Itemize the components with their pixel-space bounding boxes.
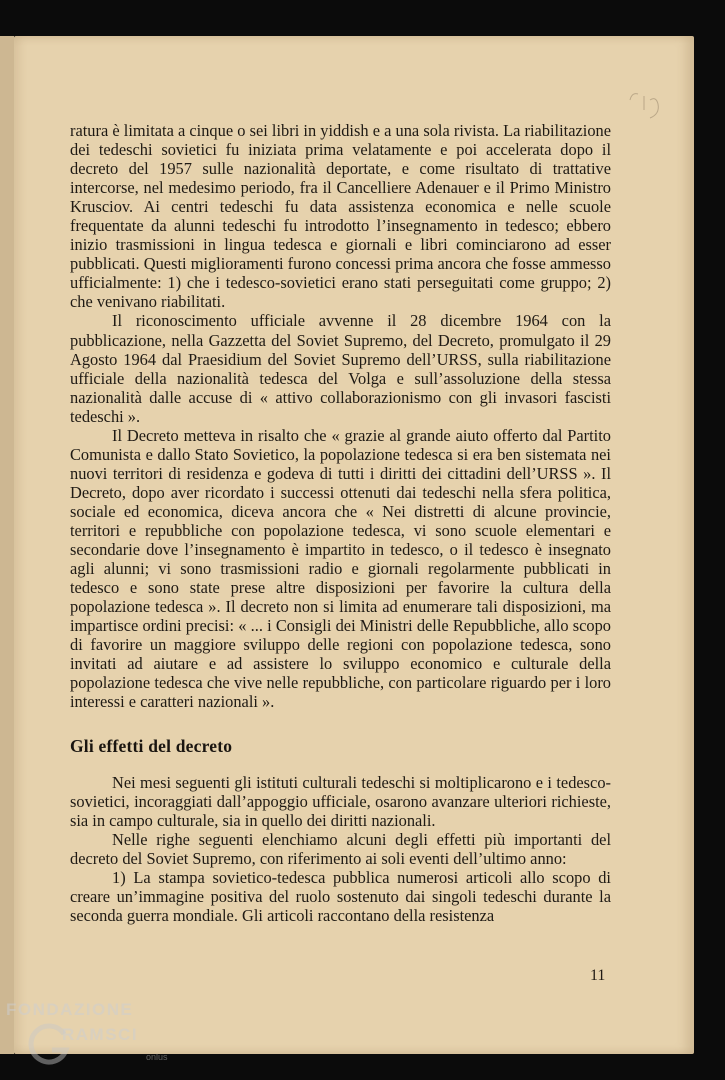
body-text xyxy=(70,121,611,925)
paragraph: Il Decreto metteva in risalto che « grazie al grande aiuto offerto dal Partito Comunista e dallo Stato Sovietico, la popolazione tedesca si era ben sistemata nei nuovi territori di residenza e godeva di tutti i diritti dei cittadini dell’URSS ». Il Decreto, dopo aver ricordato i successi ottenuti dai tedeschi nella sfera politica, sociale ed economica, diceva ancora che « Nei distretti di alcune provincie, territori e repubbliche con popolazione tedesca, vi sono scuole elementari e secondarie dove l’insegnamento è impartito in tedesco, o il tedesco è insegnato agli alunni; vi sono trasmissioni radio e giornali regolarmente pubblicati in tedesco e sono state prese altre disposizioni per favorire la cultura della popolazione tedesca ». Il decreto non si limita ad enumerare tali disposizioni, ma impartisce ordini precisi: « ... i Consigli dei Ministri delle Repubbliche, allo scopo di favorire un maggiore sviluppo delle regioni con popolazione tedesca, sono invitati ad aiutare e ad assistere lo sviluppo economico e culturale della popolazione tedesca che vive nelle repubbliche, con particolare riguardo per i loro interessi e caratteri nazionali ». xyxy=(70,425,611,712)
watermark-line1: FONDAZIONE xyxy=(6,1000,134,1019)
section-heading: Gli effetti del decreto xyxy=(70,736,233,757)
paragraph: Il riconoscimento ufficiale avvenne il 28 dicembre 1964 con la pubblicazione, nella Gazzetta del Soviet Supremo, del Decreto, promulgato il 29 Agosto 1964 dal Praesidium del Soviet Supremo dell’URSS, sulla riabilitazione ufficiale della nazionalità tedesca del Volga e sull’assoluzione della stessa nazionalità dalle accuse di « attivo collaborazionismo con gli invasori fascisti tedeschi ». xyxy=(70,311,611,426)
watermark-suffix: onlus xyxy=(146,1052,168,1062)
binding-edge xyxy=(0,36,14,1054)
paragraph: Nelle righe seguenti elenchiamo alcuni degli effetti più importanti del decreto del Soviet Supremo, con riferimento ai soli eventi dell’ultimo anno: xyxy=(70,829,611,868)
watermark xyxy=(0,996,190,1080)
page-number: 11 xyxy=(590,967,606,984)
watermark-line2: RAMSCI xyxy=(62,1025,139,1044)
paragraph: ratura è limitata a cinque o sei libri in yiddish e a una sola rivista. La riabilitazione dei tedeschi sovietici fu iniziata prima velatamente e poi accelerata dopo il decreto del 1957 sulle nazionalità deportate, e come risultato di trattative intercorse, nel medesimo periodo, fra il Cancelliere Adenauer e il Primo Ministro Krusciov. Ai centri tedeschi fu data assistenza economica e nelle scuole frequentate da alunni tedeschi fu introdotto l’insegnamento in tedesco; ebbero inizio trasmissioni in lingua tedesca e giornali e libri cominciarono ad esser pubblicati. Questi miglioramenti furono concessi prima ancora che fosse ammesso ufficialmente: 1) che i tedesco-sovietici erano stati perseguitati come gruppo; 2) che venivano riabilitati. xyxy=(70,121,611,312)
paragraph: Nei mesi seguenti gli istituti culturali tedeschi si moltiplicarono e i tedesco-sovietici, incoraggiati dall’appoggio ufficiale, osarono avanzare ulteriori richieste, sia in campo culturale, sia in quello dei diritti nazionali. xyxy=(70,772,611,830)
list-item: 1) La stampa sovietico-tedesca pubblica numerosi articoli allo scopo di creare un’immagine positiva del ruolo sostenuto dai singoli tedeschi durante la seconda guerra mondiale. Gli articoli raccontano della resistenza xyxy=(70,867,611,925)
pencil-annotation-icon xyxy=(626,88,672,128)
